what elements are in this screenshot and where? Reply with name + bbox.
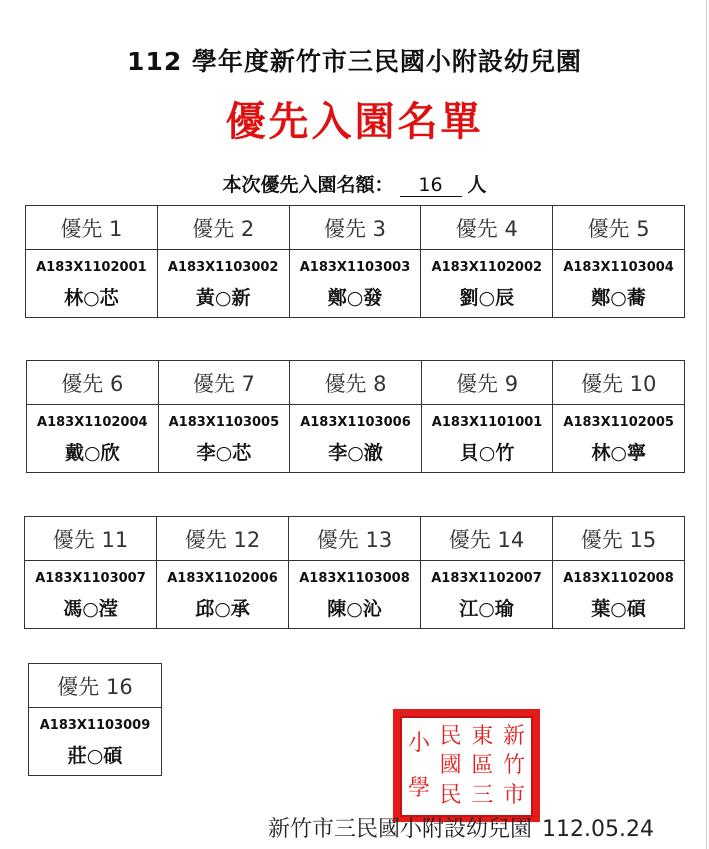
- priority-label: 優先 15: [553, 517, 685, 561]
- applicant-id: A183X1102006: [157, 561, 289, 587]
- official-seal-stamp: [393, 709, 540, 822]
- applicant-name: 馮○滢: [25, 586, 157, 629]
- footer-organization: 新竹市三民國小附設幼兒園: [268, 817, 533, 842]
- priority-table-1: [25, 205, 685, 318]
- applicant-name: 黃○新: [157, 275, 289, 318]
- applicant-name: 李○澈: [290, 430, 422, 473]
- priority-table-3: [24, 516, 685, 629]
- applicant-name: 林○芯: [26, 275, 158, 318]
- priority-label: 優先 4: [421, 206, 553, 250]
- priority-label: 優先 2: [157, 206, 289, 250]
- applicant-id: A183X1103007: [25, 561, 157, 587]
- applicant-id: A183X1102004: [27, 405, 159, 431]
- quota-line: [0, 170, 709, 197]
- priority-label: 優先 1: [26, 206, 158, 250]
- priority-label: 優先 10: [553, 361, 685, 405]
- priority-label: 優先 7: [158, 361, 290, 405]
- applicant-id: A183X1102002: [421, 250, 553, 276]
- priority-label: 優先 16: [29, 664, 162, 708]
- applicant-name: 戴○欣: [27, 430, 159, 473]
- table-row: [25, 586, 685, 629]
- page-title: 優先入園名單: [225, 99, 484, 145]
- applicant-id: A183X1101001: [421, 405, 553, 431]
- quota-value: 16: [400, 174, 462, 197]
- priority-label: 優先 6: [27, 361, 159, 405]
- applicant-name: 貝○竹: [421, 430, 553, 473]
- applicant-id: A183X1103005: [158, 405, 290, 431]
- table-row: [25, 517, 685, 561]
- applicant-id: A183X1103004: [553, 250, 685, 276]
- seal-column: 東 區 三: [471, 723, 494, 809]
- applicant-name: 鄭○蕎: [553, 275, 685, 318]
- table-row: [27, 405, 685, 431]
- applicant-id: A183X1102001: [26, 250, 158, 276]
- table-row: [29, 708, 162, 734]
- priority-label: 優先 13: [289, 517, 421, 561]
- footer: [268, 812, 654, 843]
- table-row: [26, 250, 685, 276]
- applicant-name: 葉○碩: [553, 586, 685, 629]
- priority-label: 優先 14: [421, 517, 553, 561]
- quota-unit: 人: [467, 174, 487, 196]
- applicant-id: A183X1103002: [157, 250, 289, 276]
- seal-column: 新 竹 市: [502, 723, 525, 809]
- seal-column: 民 國 民: [439, 723, 462, 809]
- applicant-id: A183X1103006: [290, 405, 422, 431]
- seal-column: 小 學: [408, 731, 431, 801]
- table-row: [26, 206, 685, 250]
- priority-label: 優先 12: [157, 517, 289, 561]
- applicant-id: A183X1103009: [29, 708, 162, 734]
- table-row: [25, 561, 685, 587]
- priority-label: 優先 3: [289, 206, 421, 250]
- table-row: [26, 275, 685, 318]
- applicant-name: 鄭○發: [289, 275, 421, 318]
- table-row: [29, 733, 162, 776]
- priority-label: 優先 11: [25, 517, 157, 561]
- priority-table-4: [28, 663, 162, 776]
- applicant-id: A183X1102008: [553, 561, 685, 587]
- applicant-id: A183X1102005: [553, 405, 685, 431]
- quota-label: 本次優先入園名額：: [222, 174, 394, 196]
- priority-table-2: [26, 360, 685, 473]
- applicant-id: A183X1103003: [289, 250, 421, 276]
- applicant-id: A183X1102007: [421, 561, 553, 587]
- applicant-name: 陳○沁: [289, 586, 421, 629]
- applicant-name: 邱○承: [157, 586, 289, 629]
- applicant-name: 李○芯: [158, 430, 290, 473]
- priority-label: 優先 9: [421, 361, 553, 405]
- applicant-name: 江○瑜: [421, 586, 553, 629]
- priority-label: 優先 8: [290, 361, 422, 405]
- applicant-id: A183X1103008: [289, 561, 421, 587]
- table-row: [29, 664, 162, 708]
- table-row: [27, 361, 685, 405]
- applicant-name: 莊○碩: [29, 733, 162, 776]
- table-row: [27, 430, 685, 473]
- school-name: 112 學年度新竹市三民國小附設幼兒園: [127, 47, 582, 76]
- applicant-name: 劉○辰: [421, 275, 553, 318]
- footer-date: 112.05.24: [542, 817, 654, 842]
- priority-label: 優先 5: [553, 206, 685, 250]
- applicant-name: 林○寧: [553, 430, 685, 473]
